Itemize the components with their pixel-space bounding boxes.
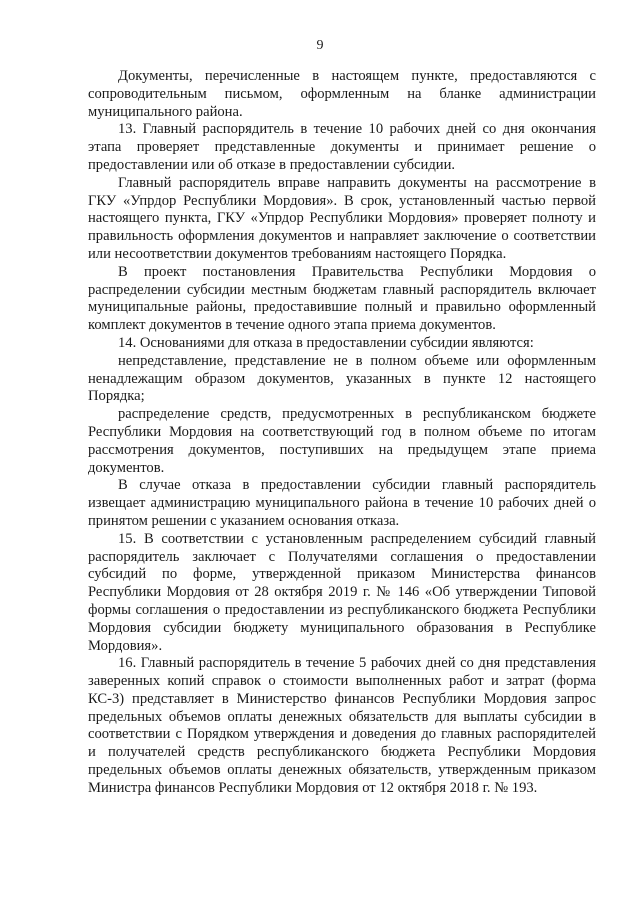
page-number: 9 <box>316 38 324 53</box>
paragraph-refusal-reason-2: распределение средств, предусмотренных в республиканском бюджете Республики Мордовия на соответствующий год в полном объеме по итогам рассмотрения документов, поступивших на предыдущем этапе приема документов. <box>88 406 596 476</box>
document-body <box>88 68 596 798</box>
paragraph-refusal-notice: В случае отказа в предоставлении субсидии главный распорядитель извещает администрацию муниципального района в течение 10 рабочих дней о принятом решении с указанием основания отказа. <box>88 477 596 529</box>
paragraph-refusal-reason-1: непредставление, представление не в полном объеме или оформленным ненадлежащим образом документов, указанных в пункте 12 настоящего Порядка; <box>88 352 596 405</box>
paragraph-item-16: 16. Главный распорядитель в течение 5 рабочих дней со дня представления заверенных копий справок о стоимости выполненных работ и затрат (форма КС-3) представляет в Министерство финансов Республики Мордовия запрос предельных объемов оплаты денежных обязательств для выплаты субсидии в соответствии с Порядком утверждения и доведения до главных распорядителей и получателей средств республиканского бюджета Республики Мордовия предельных объемов оплаты денежных обязательств, утвержденным приказом Министра финансов Республики Мордовия от 12 октября 2018 г. № 193. <box>88 655 596 796</box>
paragraph-draft-resolution: В проект постановления Правительства Республики Мордовия о распределении субсидии местным бюджетам главный распорядитель включает муниципальные районы, предоставившие полный и правильно оформленный комплект документов в течение одного этапа приема документов. <box>88 263 596 334</box>
paragraph-gku-review: Главный распорядитель вправе направить документы на рассмотрение в ГКУ «Упрдор Республики Мордовия». В срок, установленный частью первой настоящего пункта, ГКУ «Упрдор Республики Мордовия» проверяет полноту и правильность оформления документов и направляет заключение о соответствии или несоответствии документов требованиям настоящего Порядка. <box>88 174 596 262</box>
paragraph-item-15: 15. В соответствии с установленным распределением субсидий главный распорядитель заключает с Получателями соглашения о предоставлении субсидий по форме, утвержденной приказом Министерства финансов Республики Мордовия от 28 октября 2019 г. № 146 «Об утверждении Типовой формы соглашения о предоставлении из республиканского бюджета Республики Мордовия субсидии бюджету муниципального образования в Республике Мордовия». <box>88 530 596 654</box>
paragraph-item-13: 13. Главный распорядитель в течение 10 рабочих дней со дня окончания этапа проверяет представленные документы и принимает решение о предоставлении или об отказе в предоставлении субсидии. <box>88 121 596 173</box>
paragraph-documents-cover-letter: Документы, перечисленные в настоящем пункте, предоставляются с сопроводительным письмом, оформленным на бланке администрации муниципального района. <box>88 68 596 120</box>
paragraph-item-14: 14. Основаниями для отказа в предоставлении субсидии являются: <box>118 334 534 351</box>
